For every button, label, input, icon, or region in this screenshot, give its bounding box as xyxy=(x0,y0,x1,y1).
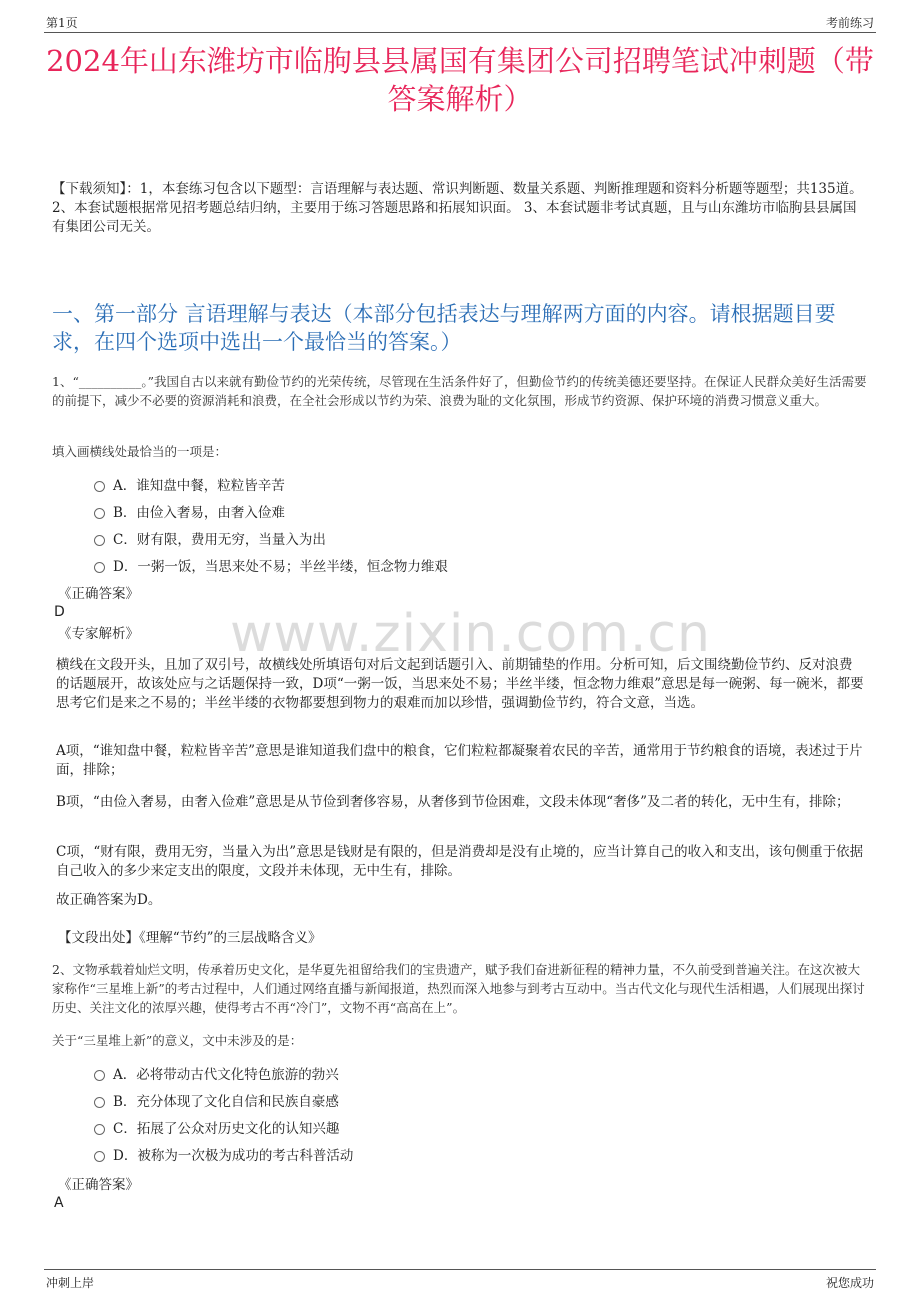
radio-icon[interactable] xyxy=(94,481,105,492)
q2-answer-label: 《正确答案》 xyxy=(58,1177,139,1193)
q1-analysis-paragraph: 故正确答案为D。 xyxy=(56,892,162,908)
q1-answer-label: 《正确答案》 xyxy=(58,586,139,602)
q1-analysis-paragraph: C项，“财有限，费用无穷，当量入为出”意思是钱财是有限的，但是消费却是没有止境的，应当计算自己的收入和支出，该句侧重于依据自己收入的多少来定支出的限度，文段并未体现，无中生有，排除。 xyxy=(56,844,864,879)
q1-option-d[interactable]: D．一粥一饭，当思来处不易；半丝半缕，恒念物力维艰 xyxy=(94,557,448,577)
question-2-prompt: 关于“三星堆上新”的意义，文中未涉及的是： xyxy=(52,1033,303,1048)
q2-option-d[interactable]: D．被称为一次极为成功的考古科普活动 xyxy=(94,1146,353,1166)
q1-analysis-label: 《专家解析》 xyxy=(58,626,139,642)
header-label: 考前练习 xyxy=(825,16,874,30)
q1-option-b[interactable]: B．由俭入奢易，由奢入俭难 xyxy=(94,503,285,523)
radio-icon[interactable] xyxy=(94,535,105,546)
page-number: 第1页 xyxy=(46,16,78,30)
radio-icon[interactable] xyxy=(94,1097,105,1108)
question-1-prompt: 填入画横线处最恰当的一项是： xyxy=(52,444,228,459)
q2-answer: A xyxy=(54,1195,64,1211)
q2-option-b[interactable]: B．充分体现了文化自信和民族自豪感 xyxy=(94,1092,339,1112)
watermark: www.zixin.com.cn xyxy=(230,604,711,664)
document-title: 2024年山东潍坊市临朐县县属国有集团公司招聘笔试冲刺题（带答案解析） xyxy=(46,44,874,116)
page-footer xyxy=(44,1269,876,1292)
footer-left: 冲刺上岸 xyxy=(46,1276,95,1290)
page-header xyxy=(44,12,876,33)
q1-analysis-paragraph: B项，“由俭入奢易，由奢入俭难”意思是从节俭到奢侈容易，从奢侈到节俭困难，文段未体现“奢侈”及二者的转化，无中生有，排除； xyxy=(56,794,850,810)
question-1-stem: 1、“__________。”我国自古以来就有勤俭节约的光荣传统，尽管现在生活条件好了，但勤俭节约的传统美德还要坚持。在保证人民群众美好生活需要的前提下，减少不必要的资源消耗和浪费，在全社会形成以节约为荣、浪费为耻的文化氛围，形成节约资源、保护环境的消费习惯意义重大。 xyxy=(52,374,867,408)
radio-icon[interactable] xyxy=(94,1124,105,1135)
radio-icon[interactable] xyxy=(94,1070,105,1081)
footer-right: 祝您成功 xyxy=(825,1276,874,1290)
q1-answer: D xyxy=(54,604,65,620)
q1-analysis-paragraph: 横线在文段开头，且加了双引号，故横线处所填语句对后文起到话题引入、前期铺垫的作用。分析可知，后文围绕勤俭节约、反对浪费的话题展开，故该处应与之话题保持一致，D项“一粥一饭，当思来处不易；半丝半缕，恒念物力维艰”意思是每一碗粥、每一碗米，都要思考它们是来之不易的；半丝半缕的衣物都要想到物力的艰难而加以珍惜，强调勤俭节约，符合文意，当选。 xyxy=(56,657,864,711)
q1-analysis-paragraph: A项，“谁知盘中餐，粒粒皆辛苦”意思是谁知道我们盘中的粮食，它们粒粒都凝聚着农民的辛苦，通常用于节约粮食的语境，表述过于片面，排除； xyxy=(56,743,863,778)
q2-option-a[interactable]: A．必将带动古代文化特色旅游的勃兴 xyxy=(94,1065,339,1085)
q1-option-c[interactable]: C．财有限，费用无穷，当量入为出 xyxy=(94,530,326,550)
q1-option-a[interactable]: A．谁知盘中餐，粒粒皆辛苦 xyxy=(94,476,285,496)
radio-icon[interactable] xyxy=(94,508,105,519)
q1-source: 【文段出处】《理解“节约”的三层战略含义》 xyxy=(58,930,322,946)
section-heading: 一、第一部分 言语理解与表达（本部分包括表达与理解两方面的内容。请根据题目要求，在四个选项中选出一个最恰当的答案。） xyxy=(52,302,836,354)
radio-icon[interactable] xyxy=(94,562,105,573)
question-2-stem: 2、文物承载着灿烂文明，传承着历史文化，是华夏先祖留给我们的宝贵遗产，赋予我们奋进新征程的精神力量，不久前受到普遍关注。在这次被大家称作“三星堆上新”的考古过程中，人们通过网络直播与新闻报道，热烈而深入地参与到考古互动中。当古代文化与现代生活相遇，人们展现出探讨历史、关注文化的浓厚兴趣，使得考古不再“冷门”，文物不再“高高在上”。 xyxy=(52,962,865,1015)
q2-option-c[interactable]: C．拓展了公众对历史文化的认知兴趣 xyxy=(94,1119,339,1139)
download-notice: 【下载须知】：1，本套练习包含以下题型：言语理解与表达题、常识判断题、数量关系题、判断推理题和资料分析题等题型；共135道。 2、本套试题根据常见招考题总结归纳，主要用于练习答题思路和拓展知识面。 3、本套试题非考试真题，且与山东潍坊市临朐县县属国有集团公司无关。 xyxy=(52,181,863,235)
radio-icon[interactable] xyxy=(94,1151,105,1162)
